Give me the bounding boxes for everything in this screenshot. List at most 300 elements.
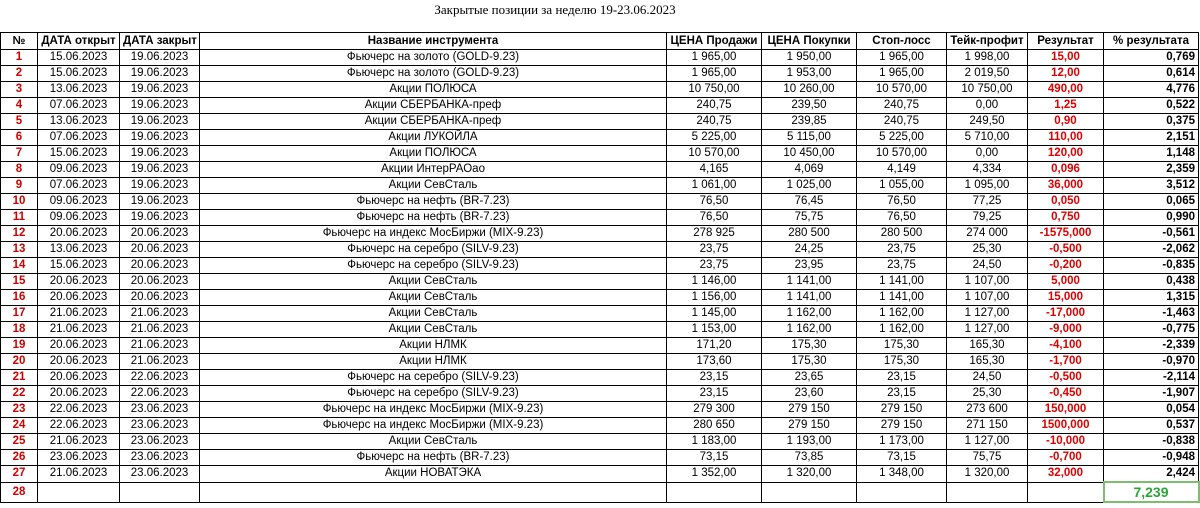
header-result-percent[interactable]: % результата: [1104, 33, 1199, 50]
row-number-cell[interactable]: 13: [1, 242, 38, 258]
instrument-cell[interactable]: Акции НЛМК: [200, 354, 667, 370]
close-date-cell[interactable]: 22.06.2023: [120, 370, 200, 386]
result-cell[interactable]: -1575,000: [1028, 226, 1104, 242]
take-profit-cell[interactable]: 79,25: [947, 210, 1028, 226]
result-percent-cell[interactable]: -0,775: [1104, 322, 1199, 338]
close-date-cell[interactable]: 21.06.2023: [120, 338, 200, 354]
take-profit-cell[interactable]: 274 000: [947, 226, 1028, 242]
result-cell[interactable]: 1500,000: [1028, 418, 1104, 434]
sheet-title: [0, 0, 1200, 32]
result-percent-cell[interactable]: -1,907: [1104, 386, 1199, 402]
stop-loss-cell[interactable]: 1 173,00: [857, 434, 947, 450]
instrument-cell[interactable]: Фьючерс на индекс МосБиржи (MIX-9.23): [200, 418, 667, 434]
open-date-cell[interactable]: 23.06.2023: [38, 450, 120, 466]
result-percent-cell[interactable]: 1,148: [1104, 146, 1199, 162]
stop-loss-cell[interactable]: 4,149: [857, 162, 947, 178]
row-number-cell[interactable]: 11: [1, 210, 38, 226]
total-percent-cell[interactable]: 7,239: [1104, 482, 1199, 502]
buy-price-cell[interactable]: 280 500: [762, 226, 857, 242]
close-date-cell[interactable]: 21.06.2023: [120, 322, 200, 338]
close-date-cell[interactable]: 19.06.2023: [120, 194, 200, 210]
stop-loss-cell[interactable]: 1 055,00: [857, 178, 947, 194]
instrument-cell[interactable]: Фьючерс на серебро (SILV-9.23): [200, 386, 667, 402]
open-date-cell[interactable]: 20.06.2023: [38, 274, 120, 290]
take-profit-cell[interactable]: 24,50: [947, 258, 1028, 274]
result-cell[interactable]: 1,25: [1028, 98, 1104, 114]
stop-loss-cell[interactable]: 23,75: [857, 242, 947, 258]
take-profit-cell[interactable]: 77,25: [947, 194, 1028, 210]
open-date-cell[interactable]: 20.06.2023: [38, 370, 120, 386]
total-empty-cell[interactable]: [1028, 482, 1104, 502]
open-date-cell[interactable]: 13.06.2023: [38, 82, 120, 98]
open-date-cell[interactable]: 22.06.2023: [38, 402, 120, 418]
row-number-cell[interactable]: 19: [1, 338, 38, 354]
table-row: [1, 274, 1199, 290]
sell-price-cell[interactable]: 278 925: [667, 226, 762, 242]
close-date-cell[interactable]: 23.06.2023: [120, 450, 200, 466]
total-empty-cell[interactable]: [762, 482, 857, 502]
result-percent-cell[interactable]: 0,614: [1104, 66, 1199, 82]
result-percent-cell[interactable]: 3,512: [1104, 178, 1199, 194]
instrument-cell[interactable]: Фьючерс на серебро (SILV-9.23): [200, 370, 667, 386]
buy-price-cell[interactable]: 24,25: [762, 242, 857, 258]
close-date-cell[interactable]: 23.06.2023: [120, 434, 200, 450]
result-percent-cell[interactable]: 0,375: [1104, 114, 1199, 130]
close-date-cell[interactable]: 20.06.2023: [120, 274, 200, 290]
open-date-cell[interactable]: 13.06.2023: [38, 114, 120, 130]
take-profit-cell[interactable]: 1 320,00: [947, 466, 1028, 483]
result-percent-cell[interactable]: -0,561: [1104, 226, 1199, 242]
sell-price-cell[interactable]: 10 750,00: [667, 82, 762, 98]
stop-loss-cell[interactable]: 240,75: [857, 98, 947, 114]
result-cell[interactable]: 120,00: [1028, 146, 1104, 162]
total-empty-cell[interactable]: [38, 482, 120, 502]
stop-loss-cell[interactable]: 23,15: [857, 370, 947, 386]
instrument-cell[interactable]: Акции ПОЛЮСА: [200, 146, 667, 162]
stop-loss-cell[interactable]: 175,30: [857, 338, 947, 354]
close-date-cell[interactable]: 19.06.2023: [120, 162, 200, 178]
table-row: [1, 258, 1199, 274]
result-percent-cell[interactable]: -2,339: [1104, 338, 1199, 354]
take-profit-cell[interactable]: 0,00: [947, 98, 1028, 114]
close-date-cell[interactable]: 21.06.2023: [120, 306, 200, 322]
take-profit-cell[interactable]: 165,30: [947, 338, 1028, 354]
result-cell[interactable]: -1,700: [1028, 354, 1104, 370]
buy-price-cell[interactable]: 1 025,00: [762, 178, 857, 194]
total-empty-cell[interactable]: [120, 482, 200, 502]
buy-price-cell[interactable]: 1 141,00: [762, 290, 857, 306]
stop-loss-cell[interactable]: 73,15: [857, 450, 947, 466]
result-percent-cell[interactable]: -2,062: [1104, 242, 1199, 258]
open-date-cell[interactable]: 15.06.2023: [38, 66, 120, 82]
result-cell[interactable]: -0,500: [1028, 370, 1104, 386]
open-date-cell[interactable]: 15.06.2023: [38, 50, 120, 66]
close-date-cell[interactable]: 19.06.2023: [120, 98, 200, 114]
buy-price-cell[interactable]: 75,75: [762, 210, 857, 226]
close-date-cell[interactable]: 20.06.2023: [120, 258, 200, 274]
sell-price-cell[interactable]: 240,75: [667, 98, 762, 114]
sell-price-cell[interactable]: 1 352,00: [667, 466, 762, 483]
open-date-cell[interactable]: 20.06.2023: [38, 226, 120, 242]
open-date-cell[interactable]: 07.06.2023: [38, 130, 120, 146]
row-number-cell[interactable]: 9: [1, 178, 38, 194]
header-result[interactable]: Результат: [1028, 33, 1104, 50]
close-date-cell[interactable]: 19.06.2023: [120, 178, 200, 194]
instrument-cell[interactable]: Акции СевСталь: [200, 274, 667, 290]
sell-price-cell[interactable]: 1 156,00: [667, 290, 762, 306]
total-row-number[interactable]: 28: [1, 482, 38, 502]
row-number-cell[interactable]: 22: [1, 386, 38, 402]
sell-price-cell[interactable]: 1 061,00: [667, 178, 762, 194]
result-cell[interactable]: -0,700: [1028, 450, 1104, 466]
result-percent-cell[interactable]: 4,776: [1104, 82, 1199, 98]
close-date-cell[interactable]: 21.06.2023: [120, 354, 200, 370]
result-percent-cell[interactable]: 0,537: [1104, 418, 1199, 434]
sell-price-cell[interactable]: 1 183,00: [667, 434, 762, 450]
stop-loss-cell[interactable]: 76,50: [857, 210, 947, 226]
sell-price-cell[interactable]: 173,60: [667, 354, 762, 370]
sell-price-cell[interactable]: 1 965,00: [667, 50, 762, 66]
buy-price-cell[interactable]: 10 260,00: [762, 82, 857, 98]
result-percent-cell[interactable]: 0,990: [1104, 210, 1199, 226]
sell-price-cell[interactable]: 23,75: [667, 242, 762, 258]
instrument-cell[interactable]: Акции ИнтерРАОао: [200, 162, 667, 178]
instrument-cell[interactable]: Акции СевСталь: [200, 434, 667, 450]
take-profit-cell[interactable]: 5 710,00: [947, 130, 1028, 146]
buy-price-cell[interactable]: 1 953,00: [762, 66, 857, 82]
result-cell[interactable]: 36,000: [1028, 178, 1104, 194]
row-number-cell[interactable]: 7: [1, 146, 38, 162]
stop-loss-cell[interactable]: 1 965,00: [857, 50, 947, 66]
row-number-cell[interactable]: 20: [1, 354, 38, 370]
instrument-cell[interactable]: Фьючерс на золото (GOLD-9.23): [200, 50, 667, 66]
take-profit-cell[interactable]: 24,50: [947, 370, 1028, 386]
take-profit-cell[interactable]: 4,334: [947, 162, 1028, 178]
open-date-cell[interactable]: 21.06.2023: [38, 434, 120, 450]
row-number-cell[interactable]: 24: [1, 418, 38, 434]
result-percent-cell[interactable]: 0,065: [1104, 194, 1199, 210]
instrument-cell[interactable]: Акции СевСталь: [200, 322, 667, 338]
stop-loss-cell[interactable]: 279 150: [857, 402, 947, 418]
result-percent-cell[interactable]: -0,948: [1104, 450, 1199, 466]
instrument-cell[interactable]: Акции СевСталь: [200, 306, 667, 322]
instrument-cell[interactable]: Акции СевСталь: [200, 178, 667, 194]
close-date-cell[interactable]: 19.06.2023: [120, 82, 200, 98]
result-cell[interactable]: 150,000: [1028, 402, 1104, 418]
open-date-cell[interactable]: 21.06.2023: [38, 322, 120, 338]
result-percent-cell[interactable]: 2,424: [1104, 466, 1199, 483]
result-percent-cell[interactable]: -2,114: [1104, 370, 1199, 386]
take-profit-cell[interactable]: 1 095,00: [947, 178, 1028, 194]
stop-loss-cell[interactable]: 1 965,00: [857, 66, 947, 82]
instrument-cell[interactable]: Акции НЛМК: [200, 338, 667, 354]
buy-price-cell[interactable]: 239,85: [762, 114, 857, 130]
sheet-title-text: Закрытые позиции за неделю 19-23.06.2023: [434, 2, 676, 17]
close-date-cell[interactable]: 20.06.2023: [120, 242, 200, 258]
buy-price-cell[interactable]: 23,60: [762, 386, 857, 402]
total-empty-cell[interactable]: [200, 482, 667, 502]
sell-price-cell[interactable]: 23,15: [667, 370, 762, 386]
take-profit-cell[interactable]: 10 750,00: [947, 82, 1028, 98]
table-row: [1, 178, 1199, 194]
row-number-cell[interactable]: 14: [1, 258, 38, 274]
total-empty-cell[interactable]: [857, 482, 947, 502]
result-percent-cell[interactable]: -1,463: [1104, 306, 1199, 322]
buy-price-cell[interactable]: 1 141,00: [762, 274, 857, 290]
buy-price-cell[interactable]: 10 450,00: [762, 146, 857, 162]
table-row: [1, 402, 1199, 418]
close-date-cell[interactable]: 19.06.2023: [120, 130, 200, 146]
instrument-cell[interactable]: Фьючерс на серебро (SILV-9.23): [200, 258, 667, 274]
stop-loss-cell[interactable]: 1 162,00: [857, 306, 947, 322]
result-cell[interactable]: 490,00: [1028, 82, 1104, 98]
row-number-cell[interactable]: 1: [1, 50, 38, 66]
sell-price-cell[interactable]: 280 650: [667, 418, 762, 434]
open-date-cell[interactable]: 13.06.2023: [38, 242, 120, 258]
sell-price-cell[interactable]: 171,20: [667, 338, 762, 354]
instrument-cell[interactable]: Акции СевСталь: [200, 290, 667, 306]
close-date-cell[interactable]: 20.06.2023: [120, 226, 200, 242]
instrument-cell[interactable]: Фьючерс на серебро (SILV-9.23): [200, 242, 667, 258]
stop-loss-cell[interactable]: 23,75: [857, 258, 947, 274]
buy-price-cell[interactable]: 4,069: [762, 162, 857, 178]
take-profit-cell[interactable]: 273 600: [947, 402, 1028, 418]
result-cell[interactable]: -9,000: [1028, 322, 1104, 338]
close-date-cell[interactable]: 23.06.2023: [120, 402, 200, 418]
instrument-cell[interactable]: Акции ЛУКОЙЛА: [200, 130, 667, 146]
take-profit-cell[interactable]: 249,50: [947, 114, 1028, 130]
sell-price-cell[interactable]: 1 965,00: [667, 66, 762, 82]
stop-loss-cell[interactable]: 1 141,00: [857, 274, 947, 290]
row-number-cell[interactable]: 16: [1, 290, 38, 306]
close-date-cell[interactable]: 20.06.2023: [120, 290, 200, 306]
header-open-date[interactable]: ДАТА открыт: [38, 33, 120, 50]
result-cell[interactable]: -4,100: [1028, 338, 1104, 354]
stop-loss-cell[interactable]: 280 500: [857, 226, 947, 242]
instrument-cell[interactable]: Акции НОВАТЭКА: [200, 466, 667, 483]
stop-loss-cell[interactable]: 5 225,00: [857, 130, 947, 146]
result-percent-cell[interactable]: -0,835: [1104, 258, 1199, 274]
sell-price-cell[interactable]: 76,50: [667, 194, 762, 210]
take-profit-cell[interactable]: 25,30: [947, 242, 1028, 258]
total-empty-cell[interactable]: [947, 482, 1028, 502]
take-profit-cell[interactable]: 1 107,00: [947, 290, 1028, 306]
take-profit-cell[interactable]: 1 127,00: [947, 306, 1028, 322]
stop-loss-cell[interactable]: 240,75: [857, 114, 947, 130]
open-date-cell[interactable]: 21.06.2023: [38, 466, 120, 483]
buy-price-cell[interactable]: 23,65: [762, 370, 857, 386]
result-cell[interactable]: 12,00: [1028, 66, 1104, 82]
sell-price-cell[interactable]: 73,15: [667, 450, 762, 466]
table-row: [1, 194, 1199, 210]
sell-price-cell[interactable]: 10 570,00: [667, 146, 762, 162]
buy-price-cell[interactable]: 175,30: [762, 338, 857, 354]
row-number-cell[interactable]: 2: [1, 66, 38, 82]
take-profit-cell[interactable]: 1 127,00: [947, 322, 1028, 338]
close-date-cell[interactable]: 19.06.2023: [120, 210, 200, 226]
row-number-cell[interactable]: 5: [1, 114, 38, 130]
header-number[interactable]: №: [1, 33, 38, 50]
instrument-cell[interactable]: Фьючерс на нефть (BR-7.23): [200, 450, 667, 466]
take-profit-cell[interactable]: 75,75: [947, 450, 1028, 466]
stop-loss-cell[interactable]: 1 141,00: [857, 290, 947, 306]
result-percent-cell[interactable]: -0,838: [1104, 434, 1199, 450]
result-percent-cell[interactable]: 0,522: [1104, 98, 1199, 114]
result-percent-cell[interactable]: 0,054: [1104, 402, 1199, 418]
open-date-cell[interactable]: 07.06.2023: [38, 98, 120, 114]
instrument-cell[interactable]: Фьючерс на нефть (BR-7.23): [200, 210, 667, 226]
close-date-cell[interactable]: 19.06.2023: [120, 50, 200, 66]
close-date-cell[interactable]: 23.06.2023: [120, 418, 200, 434]
sell-price-cell[interactable]: 5 225,00: [667, 130, 762, 146]
buy-price-cell[interactable]: 239,50: [762, 98, 857, 114]
row-number-cell[interactable]: 10: [1, 194, 38, 210]
open-date-cell[interactable]: 20.06.2023: [38, 338, 120, 354]
header-take-profit[interactable]: Тейк-профит: [947, 33, 1028, 50]
result-cell[interactable]: -10,000: [1028, 434, 1104, 450]
table-row: [1, 50, 1199, 66]
instrument-cell[interactable]: Фьючерс на золото (GOLD-9.23): [200, 66, 667, 82]
open-date-cell[interactable]: 20.06.2023: [38, 290, 120, 306]
sell-price-cell[interactable]: 1 145,00: [667, 306, 762, 322]
buy-price-cell[interactable]: 5 115,00: [762, 130, 857, 146]
row-number-cell[interactable]: 25: [1, 434, 38, 450]
close-date-cell[interactable]: 19.06.2023: [120, 114, 200, 130]
row-number-cell[interactable]: 18: [1, 322, 38, 338]
close-date-cell[interactable]: 19.06.2023: [120, 66, 200, 82]
result-percent-cell[interactable]: 2,359: [1104, 162, 1199, 178]
result-percent-cell[interactable]: -0,970: [1104, 354, 1199, 370]
row-number-cell[interactable]: 27: [1, 466, 38, 483]
instrument-cell[interactable]: Акции СБЕРБАНКА-преф: [200, 98, 667, 114]
open-date-cell[interactable]: 07.06.2023: [38, 178, 120, 194]
stop-loss-cell[interactable]: 279 150: [857, 418, 947, 434]
buy-price-cell[interactable]: 279 150: [762, 402, 857, 418]
stop-loss-cell[interactable]: 10 570,00: [857, 146, 947, 162]
stop-loss-cell[interactable]: 1 348,00: [857, 466, 947, 483]
close-date-cell[interactable]: 19.06.2023: [120, 146, 200, 162]
take-profit-cell[interactable]: 1 127,00: [947, 434, 1028, 450]
stop-loss-cell[interactable]: 175,30: [857, 354, 947, 370]
result-cell[interactable]: -0,200: [1028, 258, 1104, 274]
open-date-cell[interactable]: 09.06.2023: [38, 194, 120, 210]
result-cell[interactable]: -0,500: [1028, 242, 1104, 258]
take-profit-cell[interactable]: 25,30: [947, 386, 1028, 402]
open-date-cell[interactable]: 22.06.2023: [38, 418, 120, 434]
take-profit-cell[interactable]: 165,30: [947, 354, 1028, 370]
result-cell[interactable]: 15,000: [1028, 290, 1104, 306]
result-percent-cell[interactable]: 2,151: [1104, 130, 1199, 146]
result-cell[interactable]: 15,00: [1028, 50, 1104, 66]
instrument-cell[interactable]: Акции СБЕРБАНКА-преф: [200, 114, 667, 130]
result-percent-cell[interactable]: 1,315: [1104, 290, 1199, 306]
result-cell[interactable]: 5,000: [1028, 274, 1104, 290]
result-percent-cell[interactable]: 0,769: [1104, 50, 1199, 66]
result-cell[interactable]: -0,450: [1028, 386, 1104, 402]
open-date-cell[interactable]: 15.06.2023: [38, 146, 120, 162]
header-stop-loss[interactable]: Стоп-лосс: [857, 33, 947, 50]
open-date-cell[interactable]: 09.06.2023: [38, 210, 120, 226]
buy-price-cell[interactable]: 1 320,00: [762, 466, 857, 483]
open-date-cell[interactable]: 15.06.2023: [38, 258, 120, 274]
open-date-cell[interactable]: 21.06.2023: [38, 306, 120, 322]
sell-price-cell[interactable]: 240,75: [667, 114, 762, 130]
result-cell[interactable]: 110,00: [1028, 130, 1104, 146]
row-number-cell[interactable]: 3: [1, 82, 38, 98]
sell-price-cell[interactable]: 23,15: [667, 386, 762, 402]
header-instrument[interactable]: Название инструмента: [200, 33, 667, 50]
take-profit-cell[interactable]: 0,00: [947, 146, 1028, 162]
header-sell-price[interactable]: ЦЕНА Продажи: [667, 33, 762, 50]
sell-price-cell[interactable]: 279 300: [667, 402, 762, 418]
buy-price-cell[interactable]: 279 150: [762, 418, 857, 434]
table-row: [1, 130, 1199, 146]
buy-price-cell[interactable]: 73,85: [762, 450, 857, 466]
instrument-cell[interactable]: Фьючерс на индекс МосБиржи (MIX-9.23): [200, 402, 667, 418]
sell-price-cell[interactable]: 1 153,00: [667, 322, 762, 338]
close-date-cell[interactable]: 23.06.2023: [120, 466, 200, 483]
sell-price-cell[interactable]: 23,75: [667, 258, 762, 274]
take-profit-cell[interactable]: 271 150: [947, 418, 1028, 434]
take-profit-cell[interactable]: 1 998,00: [947, 50, 1028, 66]
header-buy-price[interactable]: ЦЕНА Покупки: [762, 33, 857, 50]
stop-loss-cell[interactable]: 23,15: [857, 386, 947, 402]
buy-price-cell[interactable]: 76,45: [762, 194, 857, 210]
sell-price-cell[interactable]: 76,50: [667, 210, 762, 226]
instrument-cell[interactable]: Фьючерс на нефть (BR-7.23): [200, 194, 667, 210]
row-number-cell[interactable]: 26: [1, 450, 38, 466]
result-cell[interactable]: 0,050: [1028, 194, 1104, 210]
row-number-cell[interactable]: 23: [1, 402, 38, 418]
row-number-cell[interactable]: 6: [1, 130, 38, 146]
row-number-cell[interactable]: 4: [1, 98, 38, 114]
instrument-cell[interactable]: Фьючерс на индекс МосБиржи (MIX-9.23): [200, 226, 667, 242]
row-number-cell[interactable]: 17: [1, 306, 38, 322]
result-cell[interactable]: 0,90: [1028, 114, 1104, 130]
buy-price-cell[interactable]: 1 162,00: [762, 322, 857, 338]
stop-loss-cell[interactable]: 1 162,00: [857, 322, 947, 338]
result-cell[interactable]: 32,000: [1028, 466, 1104, 483]
stop-loss-cell[interactable]: 10 570,00: [857, 82, 947, 98]
buy-price-cell[interactable]: 23,95: [762, 258, 857, 274]
row-number-cell[interactable]: 15: [1, 274, 38, 290]
sell-price-cell[interactable]: 1 146,00: [667, 274, 762, 290]
buy-price-cell[interactable]: 175,30: [762, 354, 857, 370]
take-profit-cell[interactable]: 1 107,00: [947, 274, 1028, 290]
open-date-cell[interactable]: 20.06.2023: [38, 354, 120, 370]
buy-price-cell[interactable]: 1 162,00: [762, 306, 857, 322]
header-close-date[interactable]: ДАТА закрыт: [120, 33, 200, 50]
row-number-cell[interactable]: 12: [1, 226, 38, 242]
table-row: [1, 418, 1199, 434]
result-cell[interactable]: -17,000: [1028, 306, 1104, 322]
row-number-cell[interactable]: 21: [1, 370, 38, 386]
open-date-cell[interactable]: 09.06.2023: [38, 162, 120, 178]
open-date-cell[interactable]: 20.06.2023: [38, 386, 120, 402]
result-cell[interactable]: 0,750: [1028, 210, 1104, 226]
instrument-cell[interactable]: Акции ПОЛЮСА: [200, 82, 667, 98]
row-number-cell[interactable]: 8: [1, 162, 38, 178]
stop-loss-cell[interactable]: 76,50: [857, 194, 947, 210]
buy-price-cell[interactable]: 1 950,00: [762, 50, 857, 66]
total-empty-cell[interactable]: [667, 482, 762, 502]
sell-price-cell[interactable]: 4,165: [667, 162, 762, 178]
close-date-cell[interactable]: 22.06.2023: [120, 386, 200, 402]
take-profit-cell[interactable]: 2 019,50: [947, 66, 1028, 82]
result-percent-cell[interactable]: 0,438: [1104, 274, 1199, 290]
buy-price-cell[interactable]: 1 193,00: [762, 434, 857, 450]
result-cell[interactable]: 0,096: [1028, 162, 1104, 178]
